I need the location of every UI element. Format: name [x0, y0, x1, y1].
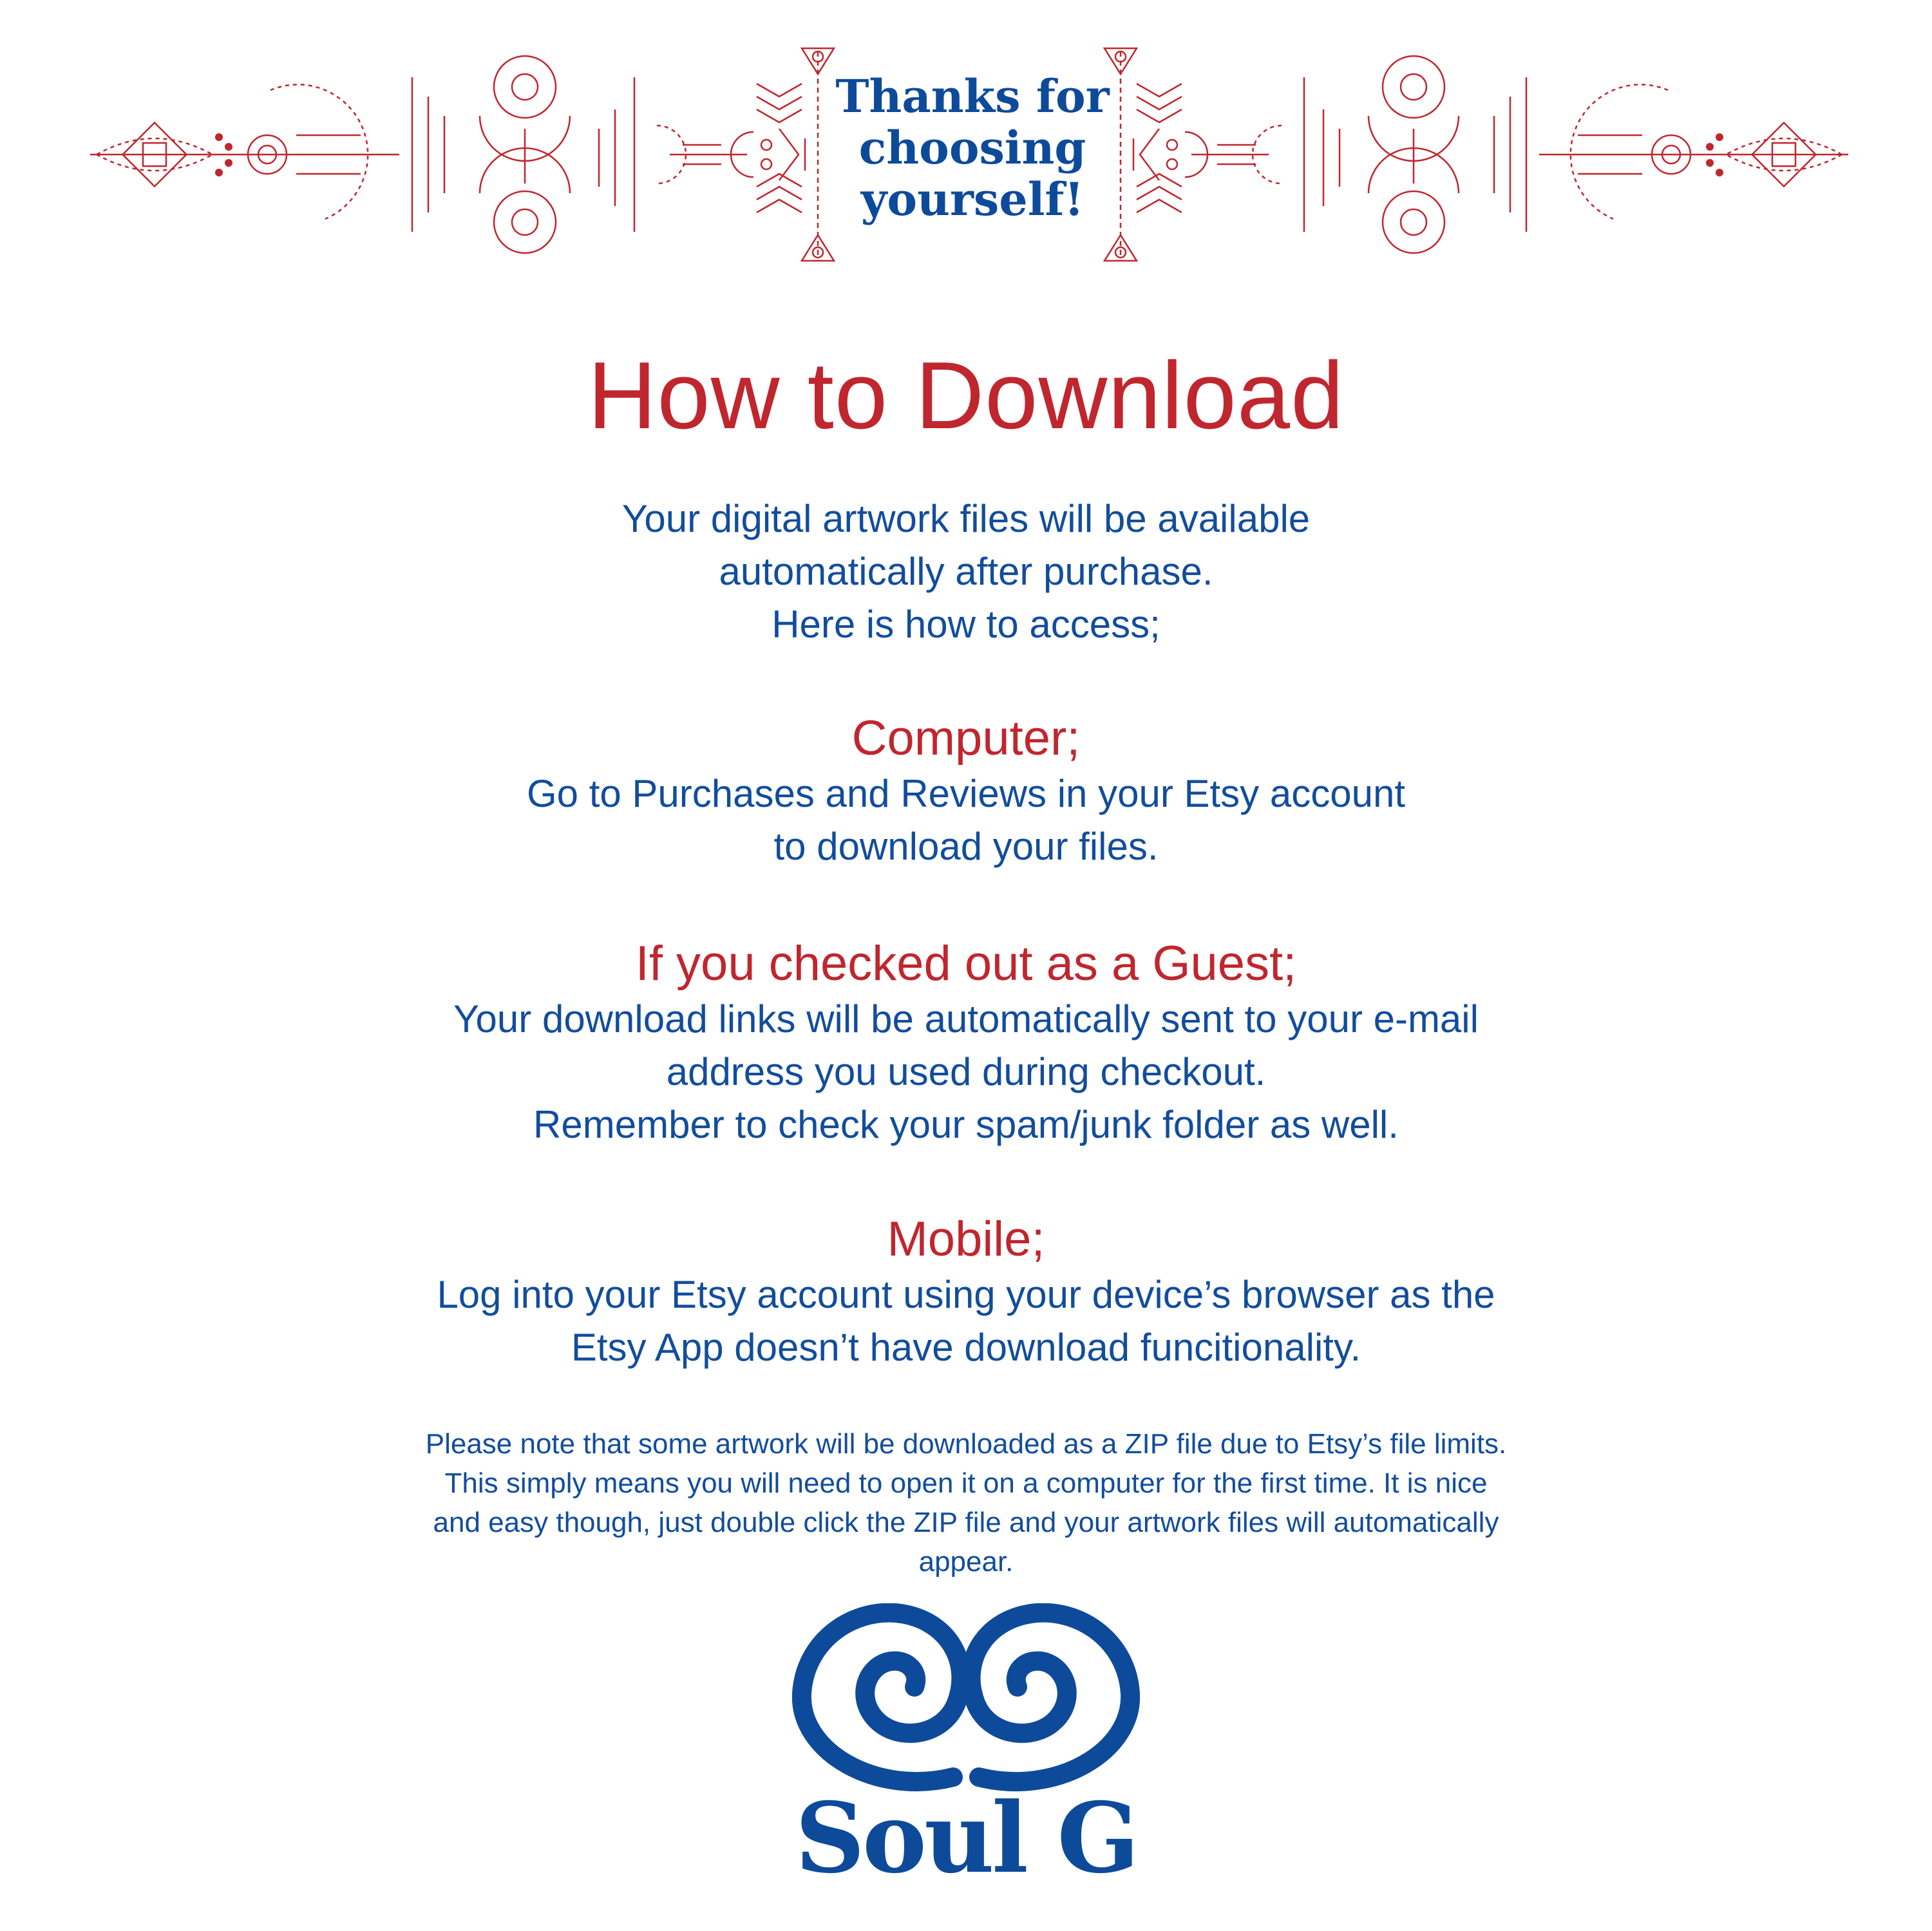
- section-line: Log into your Etsy account using your device’s browser as the: [437, 1273, 1495, 1316]
- section-guest: [0, 935, 1932, 1151]
- ornament-right: [1104, 48, 1848, 261]
- tagline: [811, 71, 1133, 225]
- intro-line: Your digital artwork files will be available: [621, 497, 1311, 540]
- note-line: Please note that some artwork will be downloaded as a ZIP file due to Etsy’s file limits.: [425, 1428, 1507, 1460]
- ornament-left: [90, 48, 834, 261]
- brand-name: Soul G: [795, 1782, 1137, 1895]
- tagline-line: yourself!: [860, 173, 1084, 226]
- section-computer: [0, 710, 1932, 873]
- intro-line: automatically after purchase.: [719, 550, 1213, 593]
- page-title: How to Download: [587, 343, 1345, 449]
- tagline-line: choosing: [858, 121, 1086, 174]
- double-spiral-icon: [792, 1603, 1140, 1796]
- section-heading: If you checked out as a Guest;: [635, 936, 1297, 991]
- section-heading: Mobile;: [887, 1212, 1045, 1267]
- tagline-line: Thanks for: [835, 70, 1110, 123]
- section-line: address you used during checkout.: [666, 1050, 1266, 1093]
- note-line: This simply means you will need to open it on a computer for the first time. It is nice: [444, 1467, 1488, 1499]
- section-line: Your download links will be automatically sent to your e-mail: [453, 997, 1479, 1041]
- section-line: Remember to check your spam/junk folder as well.: [533, 1103, 1399, 1146]
- note-line: appear.: [918, 1546, 1014, 1578]
- intro-text: [0, 493, 1932, 651]
- intro-line: Here is how to access;: [772, 603, 1160, 646]
- zip-note: [0, 1424, 1932, 1581]
- section-line: Etsy App doesn’t have download funcitionality.: [571, 1326, 1361, 1369]
- section-mobile: [0, 1210, 1932, 1374]
- section-line: Go to Purchases and Reviews in your Etsy account: [526, 772, 1405, 815]
- note-line: and easy though, just double click the ZIP file and your artwork files will automatically: [433, 1507, 1499, 1538]
- section-line: to download your files.: [773, 825, 1159, 868]
- section-heading: Computer;: [851, 711, 1081, 766]
